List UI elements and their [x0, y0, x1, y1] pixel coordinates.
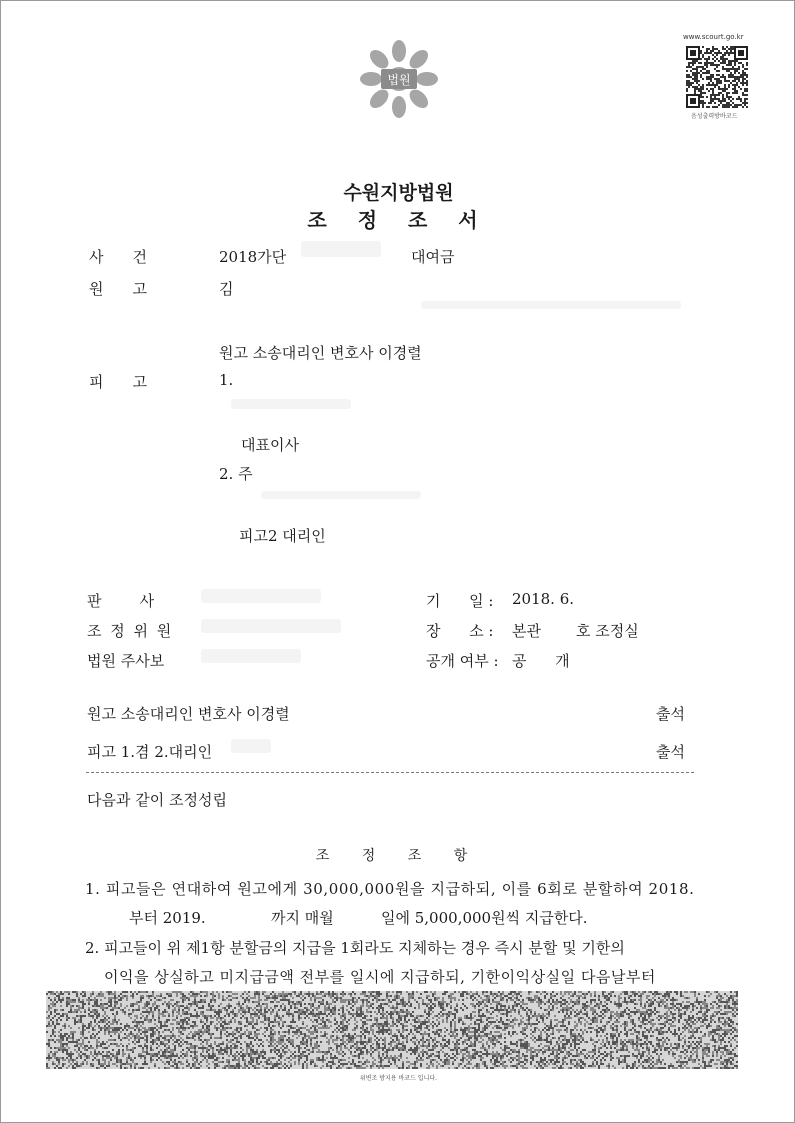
plaintiff-name: 김 — [219, 280, 234, 298]
date-value: 2018. 6. — [512, 590, 575, 608]
clause-1-line-2-c: 일에 5,000,000원씩 지급한다. — [381, 909, 588, 927]
place-label: 장 소 : — [426, 622, 494, 640]
public-label: 공개 여부 : — [426, 652, 499, 670]
clause-2-line-2: 이익을 상실하고 미지급금액 전부를 일시에 지급하되, 기한이익상실일 다음날부터 — [104, 968, 656, 986]
anti-forgery-barcode-icon — [46, 991, 738, 1069]
attendance-row-1-name: 원고 소송대리인 변호사 이경렬 — [87, 705, 290, 723]
place-building: 본관 — [512, 622, 541, 640]
attendance-row-1-status: 출석 — [656, 705, 685, 723]
clause-1-line-2-b: 까지 매월 — [271, 909, 334, 927]
clause-1-line-1: 1. 피고들은 연대하여 원고에게 30,000,000원을 지급하되, 이를 6회로 분할하여 2018. — [85, 880, 695, 898]
place-room: 호 조정실 — [576, 622, 639, 640]
qr-code-icon — [686, 46, 748, 108]
defendant2-number: 2. 주 — [219, 465, 253, 483]
plaintiff-label: 원 고 — [89, 280, 150, 298]
qr-caption: 음성출력방바코드 — [691, 113, 738, 120]
clause-2-line-1: 2. 피고들이 위 제1항 분할금의 지급을 1회라도 지체하는 경우 즉시 분할 및 기한의 — [85, 939, 625, 957]
settlement-statement: 다음과 같이 조정성립 — [87, 791, 227, 809]
case-number: 2018가단 — [219, 248, 287, 266]
barcode-caption: 위변조 방지용 바코드 입니다. — [359, 1075, 438, 1082]
section-title: 조 정 조 항 — [315, 848, 482, 864]
date-label: 기 일 : — [426, 592, 494, 610]
clerk-label: 법원 주사보 — [87, 652, 165, 670]
divider — [86, 772, 694, 773]
court-name: 수원지방법원 — [343, 182, 454, 204]
case-label: 사 건 — [89, 248, 150, 266]
court-emblem-icon — [359, 39, 439, 119]
public-value: 공 개 — [512, 652, 570, 670]
case-name: 대여금 — [411, 248, 455, 266]
attendance-row-2-name: 피고 1.겸 2.대리인 — [87, 743, 213, 761]
document-title: 조 정 조 서 — [307, 208, 490, 232]
judge-label: 판 사 — [87, 592, 155, 610]
clause-1-line-2-a: 부터 2019. — [129, 909, 206, 927]
defendant-label: 피 고 — [89, 373, 150, 391]
mediator-label: 조 정 위 원 — [87, 622, 174, 640]
defendant1-representative: 대표이사 — [241, 436, 299, 454]
attendance-row-2-status: 출석 — [656, 743, 685, 761]
emblem-text: 법원 — [387, 73, 411, 87]
defendant1-number: 1. — [219, 371, 234, 389]
plaintiff-attorney: 원고 소송대리인 변호사 이경렬 — [219, 344, 422, 362]
qr-url: www.scourt.go.kr — [683, 33, 744, 41]
defendant2-agent: 피고2 대리인 — [239, 527, 326, 545]
